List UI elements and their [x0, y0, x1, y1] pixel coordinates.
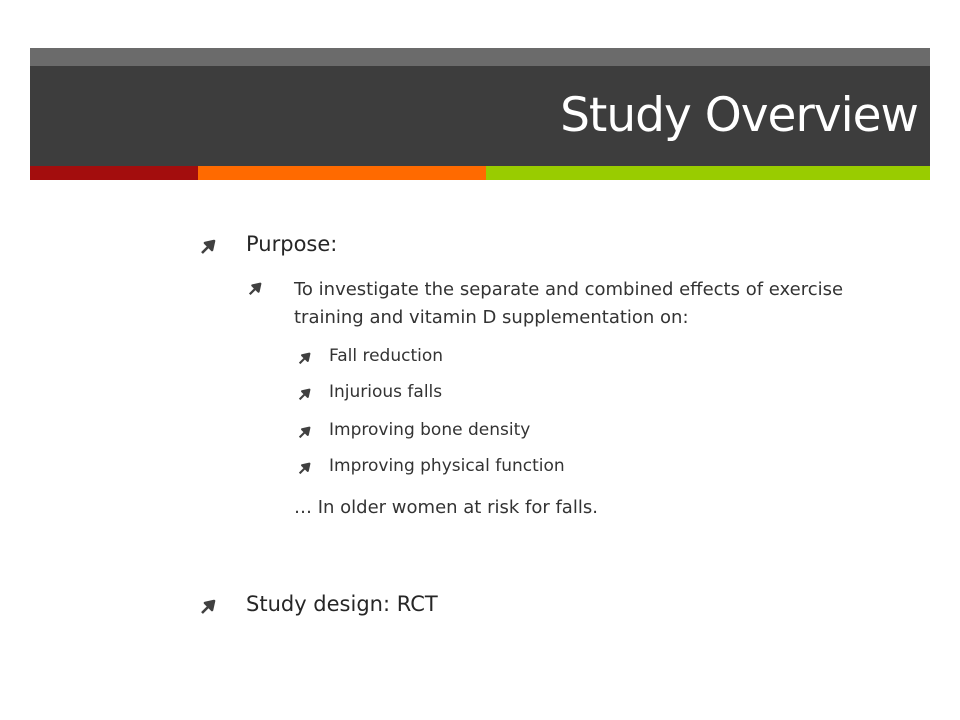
bullet-study-design	[200, 592, 438, 620]
population-note: … In older women at risk for falls.	[294, 497, 598, 518]
outcome-label: Improving bone density	[329, 420, 531, 440]
pushpin-arrow-icon	[200, 596, 224, 620]
outcome-item	[298, 420, 530, 444]
pushpin-arrow-icon	[298, 350, 314, 370]
pushpin-arrow-icon	[200, 236, 224, 260]
bullet-purpose	[200, 232, 337, 260]
outcome-item	[298, 346, 443, 370]
pushpin-arrow-icon	[298, 460, 314, 480]
outcome-item	[298, 382, 442, 406]
slide-title: Study Overview	[560, 88, 918, 143]
outcome-label: Improving physical function	[329, 456, 565, 476]
pushpin-arrow-icon	[298, 424, 314, 444]
study-design-label: Study design: RCT	[246, 592, 438, 616]
pushpin-arrow-icon	[248, 280, 268, 301]
pushpin-arrow-icon	[298, 386, 314, 406]
outcome-label: Fall reduction	[329, 346, 444, 366]
purpose-description: To investigate the separate and combined effects of exercise training and vitamin D supplementation on:	[294, 279, 844, 328]
outcome-label: Injurious falls	[329, 382, 443, 402]
purpose-label: Purpose:	[246, 232, 338, 256]
outcome-item	[298, 456, 565, 480]
bullet-description	[248, 276, 928, 332]
